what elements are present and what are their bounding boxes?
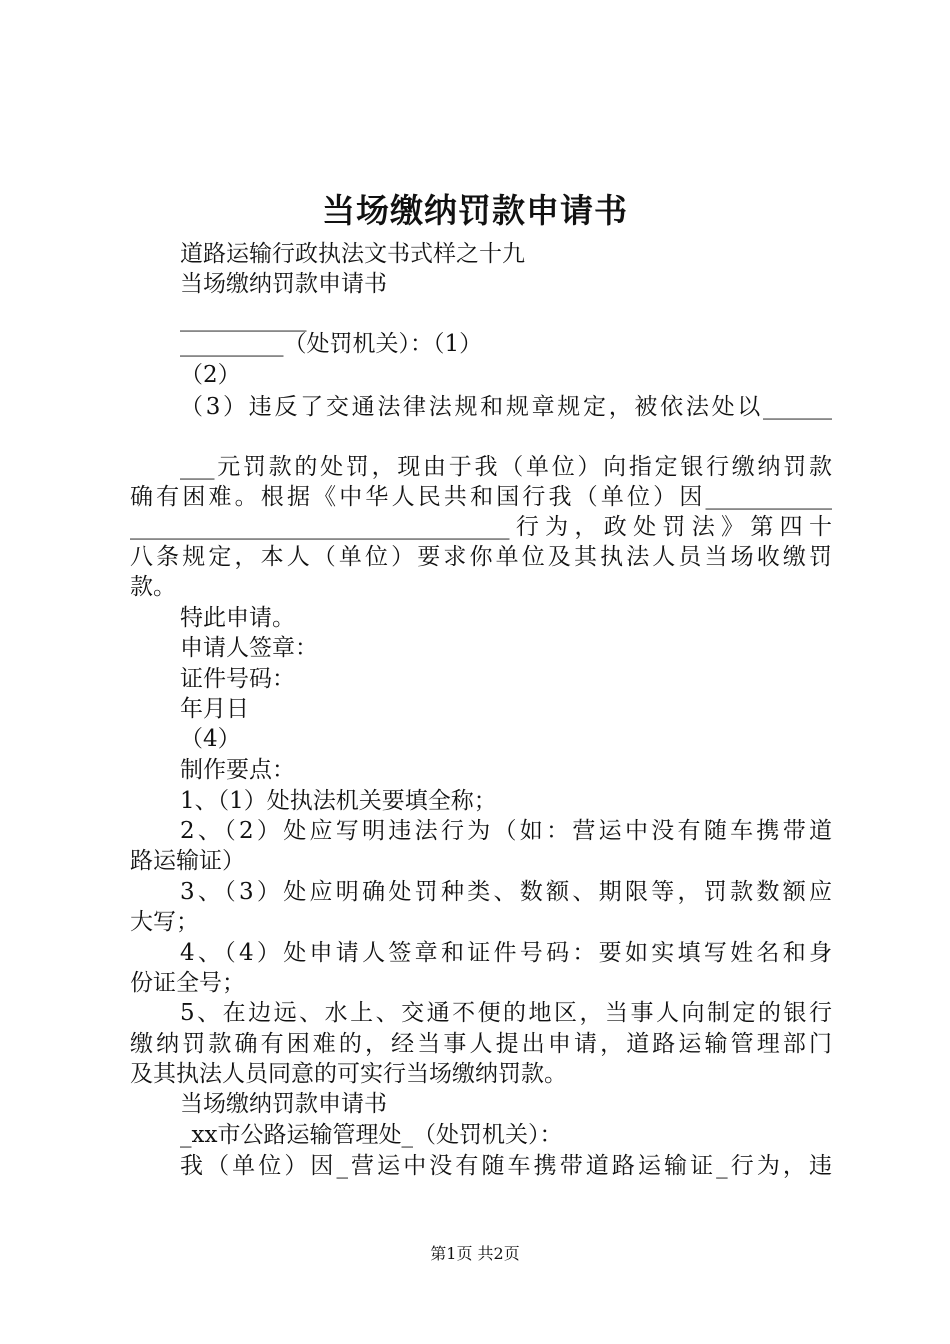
doc-line: _________（处罚机关）：（1） bbox=[180, 331, 483, 357]
doc-line: （3）违反了交通法律法规和规章规定，被依法处以______ bbox=[180, 394, 832, 420]
doc-line: （2） bbox=[180, 362, 241, 388]
doc-line: 3、（3）处应明确处罚种类、数额、期限等，罚款数额应 bbox=[180, 879, 832, 905]
doc-line: _________________________________行为，政处罚法》第四十 bbox=[130, 514, 832, 540]
doc-line: 及其执法人员同意的可实行当场缴纳罚款。 bbox=[130, 1061, 567, 1087]
doc-line: 申请人签章： bbox=[180, 635, 318, 661]
doc-line: 我（单位）因_营运中没有随车携带道路运输证_行为，违 bbox=[180, 1153, 832, 1179]
doc-line: 八条规定，本人（单位）要求你单位及其执法人员当场收缴罚 bbox=[130, 544, 832, 570]
page-title: 当场缴纳罚款申请书 bbox=[322, 191, 628, 230]
doc-line: 路运输证） bbox=[130, 848, 245, 874]
doc-line: 2、（2）处应写明违法行为（如：营运中没有随车携带道 bbox=[180, 818, 832, 844]
doc-line: 大写； bbox=[130, 909, 199, 935]
doc-line: _xx市公路运输管理处_（处罚机关）： bbox=[180, 1122, 563, 1148]
doc-line: 年月日 bbox=[180, 696, 249, 722]
doc-line: 当场缴纳罚款申请书 bbox=[180, 1091, 387, 1117]
doc-line: 证件号码： bbox=[180, 666, 295, 692]
doc-line: 道路运输行政执法文书式样之十九 bbox=[180, 241, 525, 267]
doc-line: 缴纳罚款确有困难的，经当事人提出申请，道路运输管理部门 bbox=[130, 1031, 832, 1057]
doc-line: 制作要点： bbox=[180, 757, 295, 783]
doc-line: （4） bbox=[180, 726, 241, 752]
page-footer: 第1页 共2页 bbox=[430, 1244, 520, 1263]
doc-line: ___元罚款的处罚，现由于我（单位）向指定银行缴纳罚款 bbox=[180, 454, 832, 480]
doc-line: 款。 bbox=[130, 574, 176, 600]
doc-line: 1、（1）处执法机关要填全称； bbox=[180, 788, 497, 814]
doc-line: ___________ bbox=[180, 306, 307, 332]
doc-line: 份证全号； bbox=[130, 970, 245, 996]
doc-line: 5、在边远、水上、交通不便的地区，当事人向制定的银行 bbox=[180, 1000, 832, 1026]
doc-line: 特此申请。 bbox=[180, 605, 295, 631]
doc-line: 确有困难。根据《中华人民共和国行我（单位）因___________ bbox=[130, 484, 832, 510]
doc-line: 4、（4）处申请人签章和证件号码：要如实填写姓名和身 bbox=[180, 940, 832, 966]
doc-line: 当场缴纳罚款申请书 bbox=[180, 271, 387, 297]
